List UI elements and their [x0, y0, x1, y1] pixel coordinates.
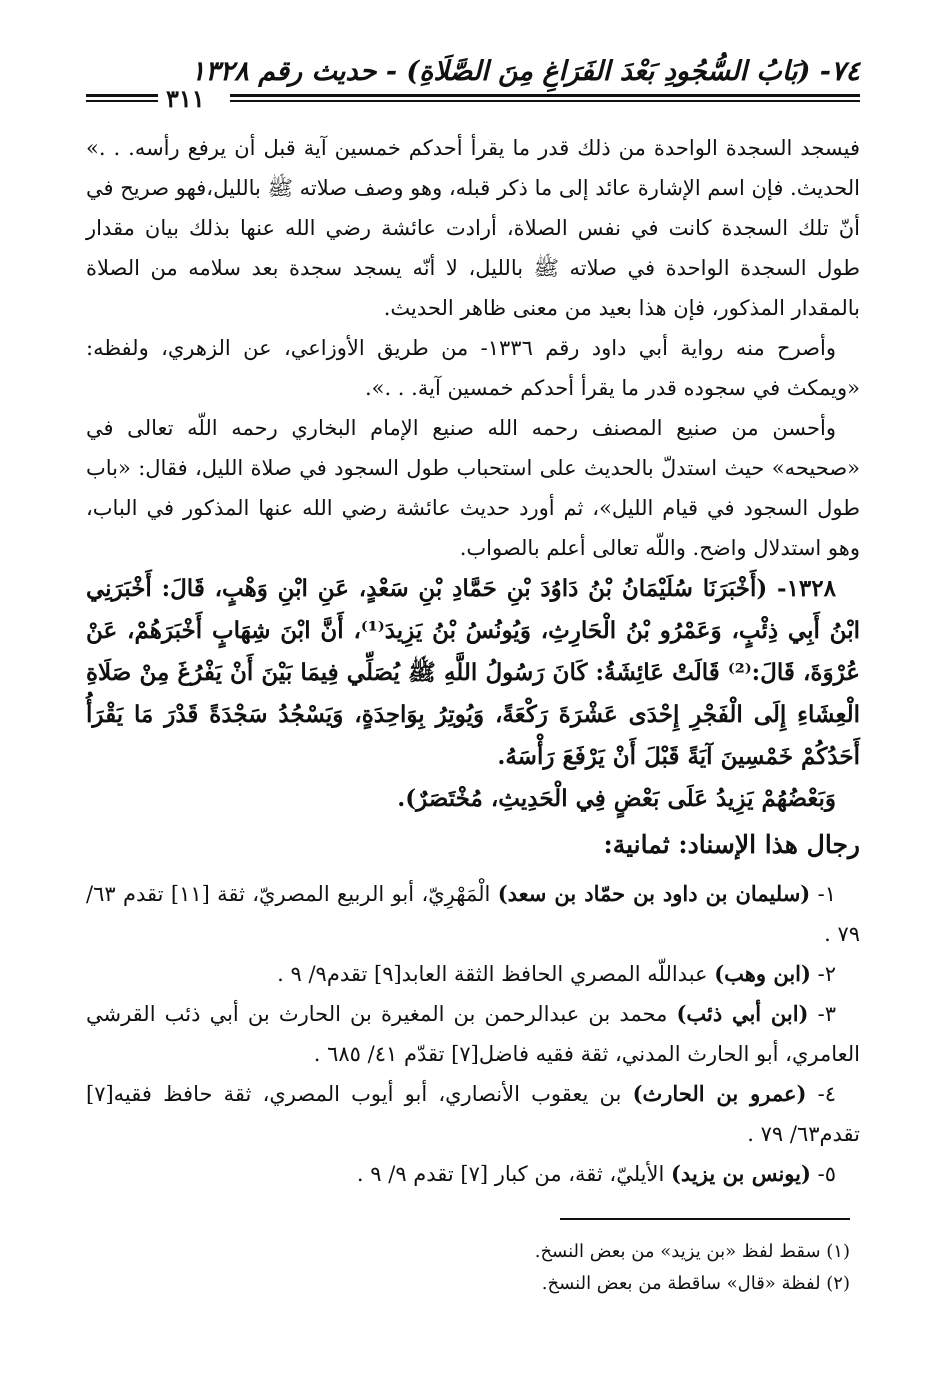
- page-header: [86, 50, 860, 113]
- footnote: (١) سقط لفظ «بن يزيد» من بعض النسخ.: [534, 1241, 850, 1262]
- page-number-rule-thin: [86, 100, 158, 102]
- narrator-name: (يونس بن يزيد): [671, 1161, 811, 1186]
- page-number-rule: [86, 94, 158, 97]
- running-title: ٧٤- (بَابُ السُّجُودِ بَعْدَ الفَرَاغِ مِنَ الصَّلَاةِ) - حديث رقم ١٣٢٨: [190, 56, 860, 87]
- page-number: ٣١١: [166, 84, 205, 113]
- page-body: [86, 128, 860, 1194]
- section-heading: رجال هذا الإسناد: ثمانية:: [603, 830, 860, 859]
- narrator-number: ٥-: [810, 1162, 836, 1186]
- narrator-description: الْمَهْرِيّ، أبو الربيع المصريّ، ثقة [١١] تقدم ٦٣/ ٧٩ .: [86, 882, 860, 946]
- narrator-entry: [86, 1154, 860, 1194]
- narrator-name: (عمرو بن الحارث): [632, 1081, 807, 1106]
- narrator-description: الأيليّ، ثقة، من كبار [٧] تقدم ٩/ ٩ .: [356, 1162, 671, 1186]
- footnote-separator: [560, 1218, 850, 1220]
- header-rule-thin: [230, 100, 860, 102]
- narrator-number: ٣-: [808, 1002, 836, 1026]
- commentary-paragraph: فيسجد السجدة الواحدة من ذلك قدر ما يقرأ أحدكم خمسين آية قبل أن يرفع رأسه. . .» الحديث. فإن اسم الإشارة عائد إلى ما ذكر قبله، وهو وصف صلاته ﷺ بالليل،فهو صريح في أنّ تلك السجدة كانت في نفس الصلاة، أرادت عائشة رضي الله عنها بذلك بيان مقدار طول السجدة الواحدة في صلاته ﷺ بالليل، لا أنّه يسجد سجدة بعد سلامه من الصلاة بالمقدار المذكور، فإن هذا بعيد من معنى ظاهر الحديث.: [86, 136, 860, 320]
- footnote: (٢) لفظة «قال» ساقطة من بعض النسخ.: [541, 1273, 850, 1294]
- narrator-name: (ابن وهب): [714, 961, 811, 986]
- commentary-paragraph: وأحسن من صنيع المصنف رحمه الله صنيع الإمام البخاري رحمه اللّه تعالى في «صحيحه» حيث استدلّ بالحديث على استحباب طول السجود في صلاة الليل، فقال: «باب طول السجود في قيام الليل»، ثم أورد حديث عائشة رضي الله عنها المذكور في الباب، وهو استدلال واضح. واللّه تعالى أعلم بالصواب.: [86, 416, 860, 560]
- narrator-description: عبداللّه المصري الحافظ الثقة العابد[٩] تقدم٩/ ٩ .: [277, 962, 715, 986]
- hadith-text: ١٣٢٨- (أَخْبَرَنَا سُلَيْمَانُ بْنُ دَاوُدَ بْنِ حَمَّادِ بْنِ سَعْدٍ، عَنِ ابْنِ وَهْبٍ، قَالَ: أَخْبَرَنِي ابْنُ أَبِي ذِئْبٍ، وَعَمْرُو بْنُ الْحَارِثِ، وَيُونُسُ بْنُ يَزِيدَ⁽¹⁾، أَنَّ ابْنَ شِهَابٍ أَخْبَرَهُمْ، عَنْ عُرْوَةَ، قَالَ:⁽²⁾ قَالَتْ عَائِشَةُ: كَانَ رَسُولُ اللَّهِ ﷺ يُصَلِّي فِيمَا بَيْنَ أَنْ يَفْرُغَ مِنْ صَلَاةِ الْعِشَاءِ إِلَى الْفَجْرِ إِحْدَى عَشْرَةَ رَكْعَةً، وَيُوتِرُ بِوَاحِدَةٍ، وَيَسْجُدُ سَجْدَةً قَدْرَ مَا يَقْرَأُ أَحَدُكُمْ خَمْسِينَ آيَةً قَبْلَ أَنْ يَرْفَعَ رَأْسَهُ.: [86, 575, 860, 770]
- narrator-description: محمد بن عبدالرحمن بن المغيرة بن الحارث بن أبي ذئب القرشي العامري، أبو الحارث المدني، ثقة فقيه فاضل[٧] تقدّم ٤١/ ٦٨٥ .: [86, 1002, 860, 1066]
- narrator-number: ٤-: [806, 1082, 836, 1106]
- narrator-entry: [86, 954, 860, 994]
- header-rule: [230, 94, 860, 97]
- narrator-number: ١-: [810, 882, 836, 906]
- commentary-paragraph: وأصرح منه رواية أبي داود رقم ١٣٣٦- من طريق الأوزاعي، عن الزهري، ولفظه: «ويمكث في سجوده قدر ما يقرأ أحدكم خمسين آية. . .».: [86, 336, 860, 400]
- narrator-description: بن يعقوب الأنصاري، أبو أيوب المصري، ثقة حافظ فقيه[٧] تقدم٦٣/ ٧٩ .: [86, 1082, 860, 1146]
- narrator-entry: [86, 994, 860, 1074]
- narrator-entry: [86, 1074, 860, 1154]
- narrator-entry: [86, 874, 860, 954]
- narrator-name: (ابن أبي ذئب): [676, 1001, 809, 1026]
- footnotes: [76, 1236, 850, 1300]
- hadith-closing: وَبَعْضُهُمْ يَزِيدُ عَلَى بَعْضٍ فِي الْحَدِيثِ، مُخْتَصَرٌ).: [397, 785, 836, 812]
- narrator-name: (سليمان بن داود بن حمّاد بن سعد): [497, 881, 811, 906]
- narrator-number: ٢-: [810, 962, 836, 986]
